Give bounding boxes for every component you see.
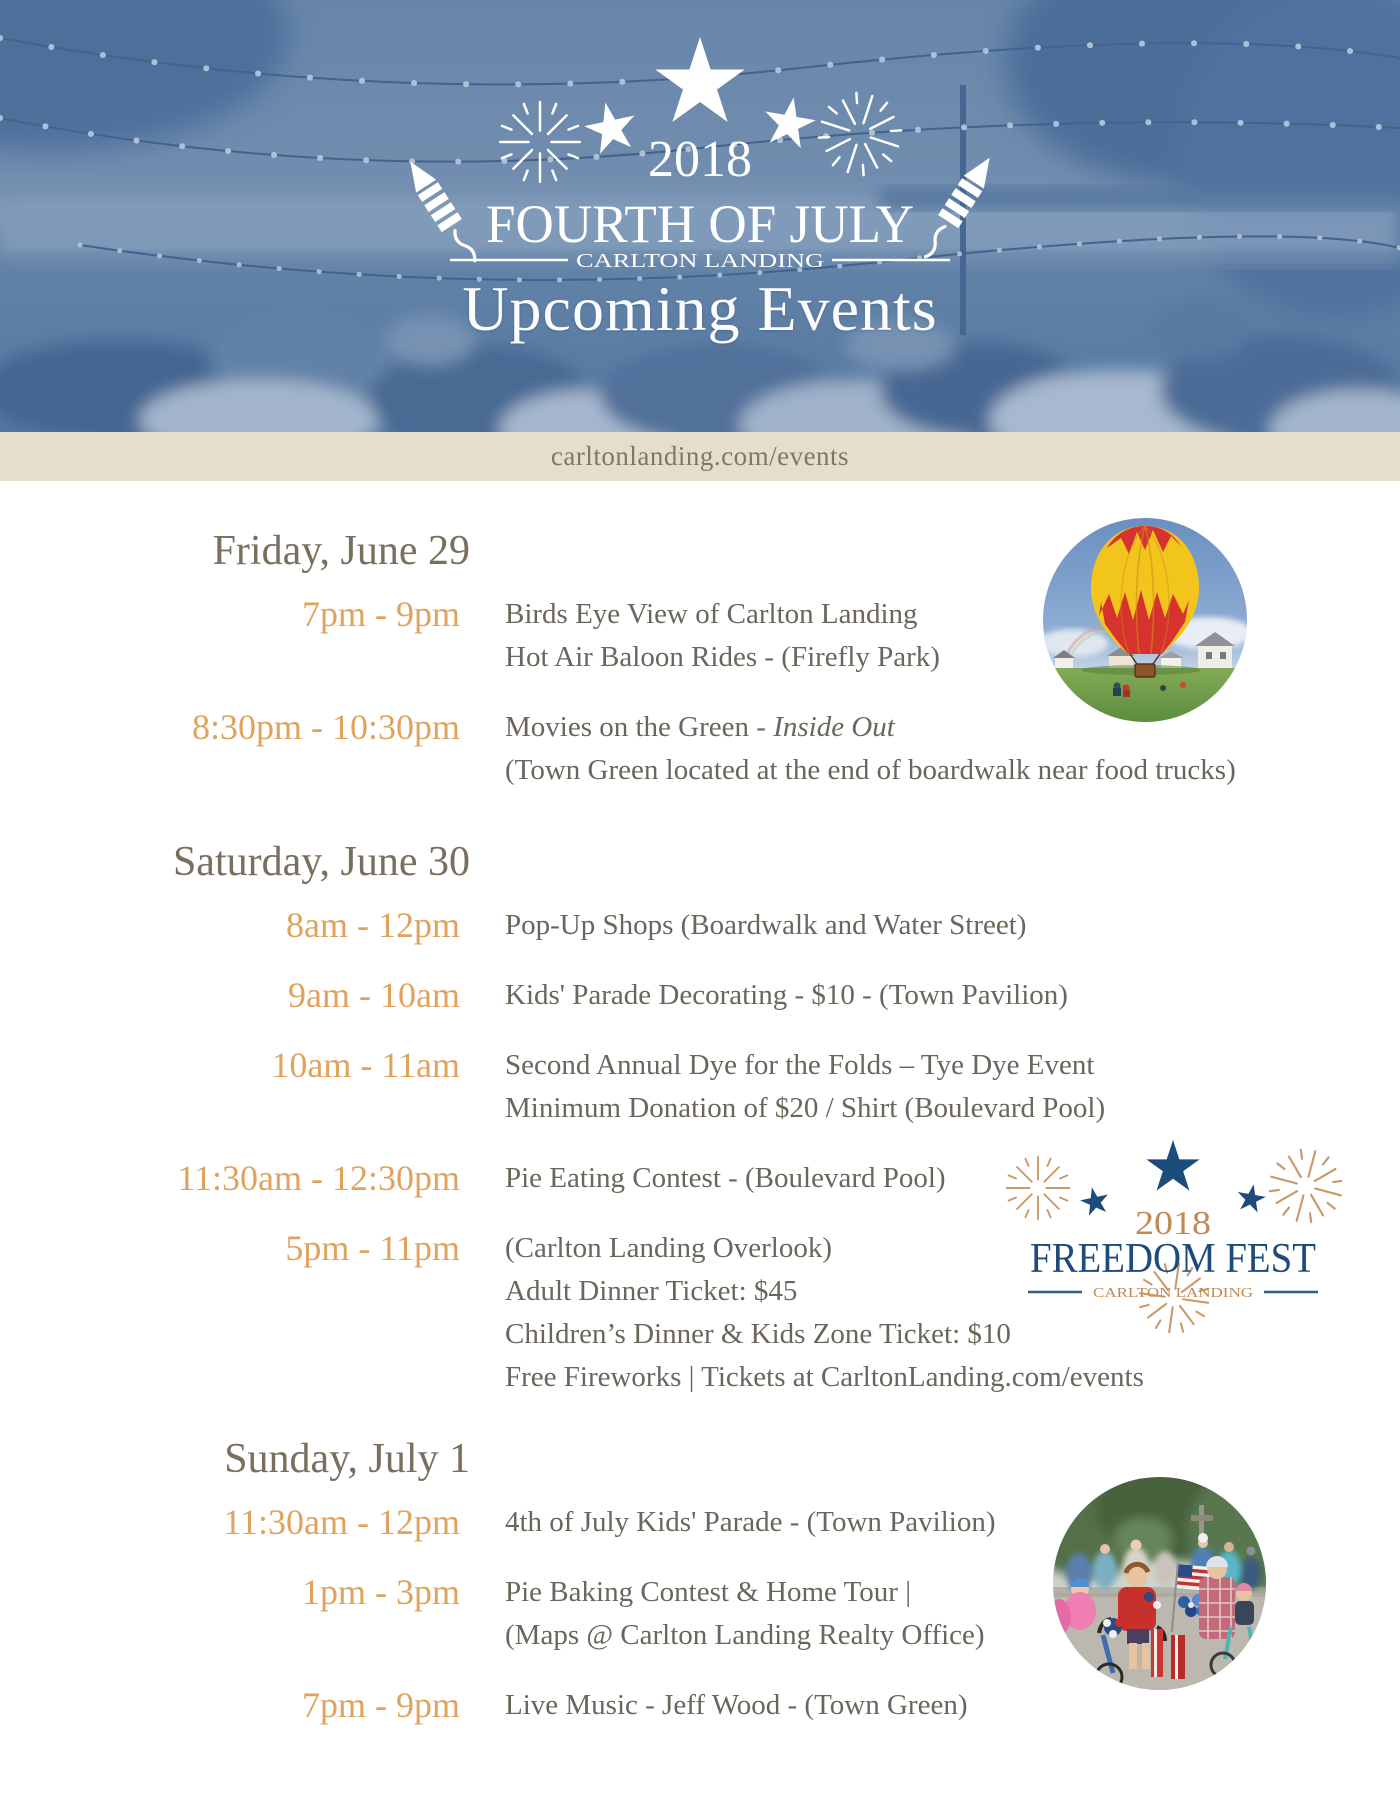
event-time: 10am - 11am [271,1045,460,1085]
event-text-segment: Hot Air Baloon Rides - (Firefly Park) [505,641,940,673]
event-time: 9am - 10am [288,975,460,1015]
event-text-segment: Pie Eating Contest - (Boulevard Pool) [505,1162,946,1194]
event-time: 8am - 12pm [286,905,460,945]
event-row [0,1684,1400,1727]
event-text-segment: Birds Eye View of Carlton Landing [505,598,918,630]
event-description [505,904,1026,947]
event-text-segment: Second Annual Dye for the Folds – Tye Dye Event [505,1049,1095,1081]
event-text-segment: Free Fireworks | Tickets at CarltonLanding.com/events [505,1361,1144,1393]
event-description-line [505,904,1026,947]
event-time: 5pm - 11pm [285,1228,460,1268]
event-time: 11:30am - 12:30pm [177,1158,460,1198]
event-description-line [505,1356,1144,1399]
event-description-line [505,1157,946,1200]
page-title: Upcoming Events [462,273,938,344]
event-description-line [505,593,940,636]
event-text-segment: Live Music - Jeff Wood - (Town Green) [505,1689,968,1721]
event-text-segment: (Town Green located at the end of boardwalk near food trucks) [505,754,1236,786]
event-description-line [505,636,940,679]
event-description [505,1501,996,1544]
event-text-segment: Inside Out [773,711,895,743]
day-heading: Saturday, June 30 [172,839,470,885]
event-text-segment: Kids' Parade Decorating - $10 - (Town Pavilion) [505,979,1068,1011]
event-description [505,1571,985,1657]
event-description [505,974,1068,1017]
event-description-line [505,749,1236,792]
website-url: carltonlanding.com/events [550,441,850,471]
event-row [0,904,1400,947]
day-heading: Friday, June 29 [212,528,470,574]
event-text-segment: (Maps @ Carlton Landing Realty Office) [505,1619,985,1651]
event-description [505,593,940,679]
event-text-segment: Pie Baking Contest & Home Tour | [505,1576,911,1608]
kids-parade-photo [1053,1477,1266,1690]
logo-title: FOURTH OF JULY [486,194,914,254]
event-time: 8:30pm - 10:30pm [192,707,460,747]
event-text-segment: Adult Dinner Ticket: $45 [505,1275,798,1307]
logo-year: 2018 [648,131,752,188]
event-description-line [505,1044,1105,1087]
event-text-segment: Children’s Dinner & Kids Zone Ticket: $10 [505,1318,1011,1350]
freedom-fest-logo [1002,1116,1342,1334]
event-description-line [505,974,1068,1017]
logo-subtitle: CARLTON LANDING [576,250,824,272]
event-description [505,1157,946,1200]
event-text-segment: 4th of July Kids' Parade - (Town Pavilion) [505,1506,996,1538]
freedom-fest-year: 2018 [1135,1205,1211,1242]
event-text-segment: Minimum Donation of $20 / Shirt (Boulevard Pool) [505,1092,1106,1124]
event-time: 1pm - 3pm [302,1572,460,1612]
event-text-segment: Movies on the Green - [505,711,774,743]
url-bar [0,432,1400,481]
event-row [0,974,1400,1017]
freedom-fest-subtitle: CARLTON LANDING [1093,1286,1253,1301]
freedom-fest-title: FREEDOM FEST [1030,1236,1316,1282]
fourth-of-july-logo [390,24,1010,276]
event-time: 7pm - 9pm [302,594,460,634]
event-text-segment: (Carlton Landing Overlook) [505,1232,832,1264]
event-description-line [505,1614,985,1657]
event-time: 7pm - 9pm [302,1685,460,1725]
event-time: 11:30am - 12pm [223,1502,460,1542]
hot-air-balloon-photo [1043,518,1247,722]
event-description-line [505,1571,985,1614]
hero-header [0,0,1400,432]
event-text-segment: Pop-Up Shops (Boardwalk and Water Street) [505,909,1027,941]
day-heading: Sunday, July 1 [224,1436,470,1482]
event-description-line [505,1501,996,1544]
event-description-line [505,1684,967,1727]
event-description [505,1684,967,1727]
